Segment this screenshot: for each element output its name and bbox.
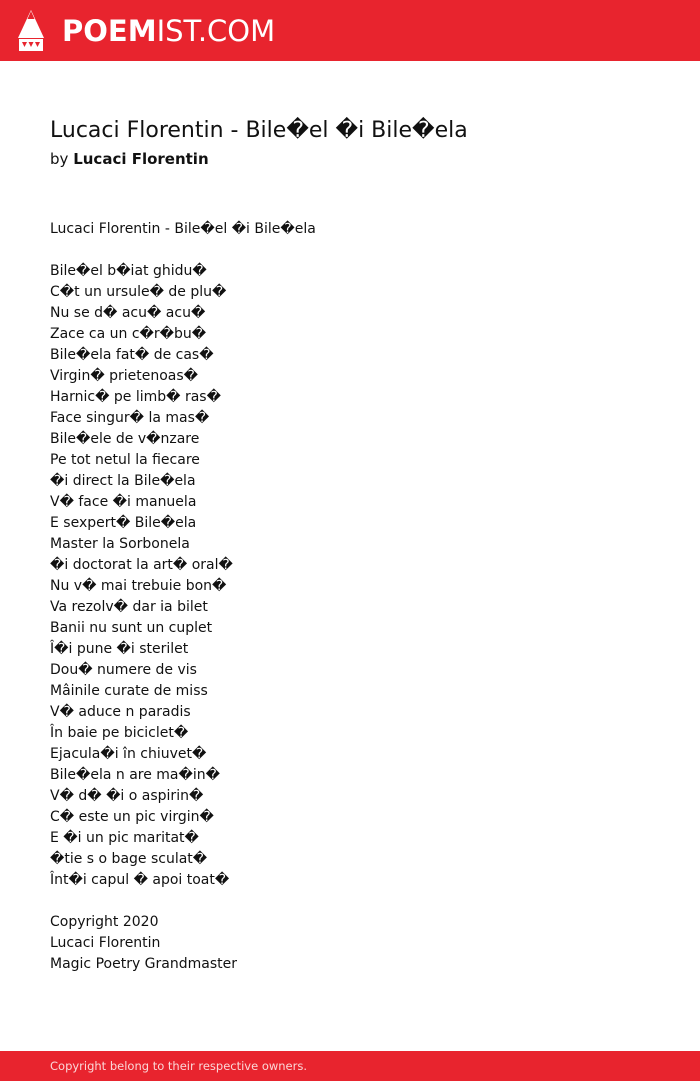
poem-line: Bile�ele de v�nzare	[50, 431, 200, 447]
byline	[50, 149, 209, 169]
poem-line: Harnic� pe limb� ras�	[50, 389, 221, 405]
poem-lines	[50, 261, 316, 891]
poem-body	[50, 219, 316, 975]
site-logo[interactable]	[62, 12, 275, 50]
by-label: by	[50, 150, 69, 168]
author-name: Lucaci Florentin	[73, 150, 209, 168]
poem-line: V� face �i manuela	[50, 494, 197, 510]
poem-line: Va rezolv� dar ia bilet	[50, 599, 208, 615]
poem-line: �tie s o bage sculat�	[50, 851, 208, 867]
footer-copyright-text: Copyright belong to their respective owners.	[50, 1059, 308, 1073]
stanza-gap	[50, 240, 316, 261]
poem-line: Pe tot netul la fiecare	[50, 452, 200, 468]
poem-line: V� d� �i o aspirin�	[50, 788, 204, 804]
poem-line: Bile�el b�iat ghidu�	[50, 263, 207, 279]
poem-line: Bile�ela fat� de cas�	[50, 347, 214, 363]
poem-line: În baie pe biciclet�	[50, 725, 189, 741]
site-footer	[0, 1051, 700, 1081]
poem-line: Ejacula�i în chiuvet�	[50, 746, 207, 762]
site-header	[0, 0, 700, 61]
copyright-line: Copyright 2020	[50, 914, 159, 930]
poem-line: Nu v� mai trebuie bon�	[50, 578, 227, 594]
poem-line: C�t un ursule� de plu�	[50, 284, 227, 300]
poem-line: Zace ca un c�r�bu�	[50, 326, 207, 342]
poem-line: Virgin� prietenoas�	[50, 368, 199, 384]
copyright-line: Lucaci Florentin	[50, 935, 161, 951]
poem-heading-line: Lucaci Florentin - Bile�el �i Bile�ela	[50, 221, 316, 237]
poem-line: Master la Sorbonela	[50, 536, 190, 552]
logo-bold-text: POEM	[62, 14, 157, 48]
poem-title: Lucaci Florentin - Bile�el �i Bile�ela	[50, 118, 468, 143]
poem-line: Dou� numere de vis	[50, 662, 197, 678]
poem-line: �i direct la Bile�ela	[50, 473, 196, 489]
poem-line: Banii nu sunt un cuplet	[50, 620, 213, 636]
poem-line: �i doctorat la art� oral�	[50, 557, 233, 573]
poem-line: V� aduce n paradis	[50, 704, 191, 720]
poem-line: Bile�ela n are ma�in�	[50, 767, 220, 783]
poem-line: Mâinile curate de miss	[50, 683, 208, 699]
logo-light-text: IST.COM	[156, 14, 276, 48]
poem-line: Nu se d� acu� acu�	[50, 305, 206, 321]
poem-line: Înt�i capul � apoi toat�	[50, 872, 230, 888]
poem-line: C� este un pic virgin�	[50, 809, 214, 825]
poem-line: E �i un pic maritat�	[50, 830, 199, 846]
poem-line: E sexpert� Bile�ela	[50, 515, 197, 531]
poem-line: Face singur� la mas�	[50, 410, 210, 426]
stanza-gap	[50, 891, 316, 912]
pencil-tip-icon[interactable]	[18, 10, 44, 52]
poem-copyright	[50, 912, 316, 975]
copyright-line: Magic Poetry Grandmaster	[50, 956, 237, 972]
poem-line: Î�i pune �i sterilet	[50, 641, 189, 657]
